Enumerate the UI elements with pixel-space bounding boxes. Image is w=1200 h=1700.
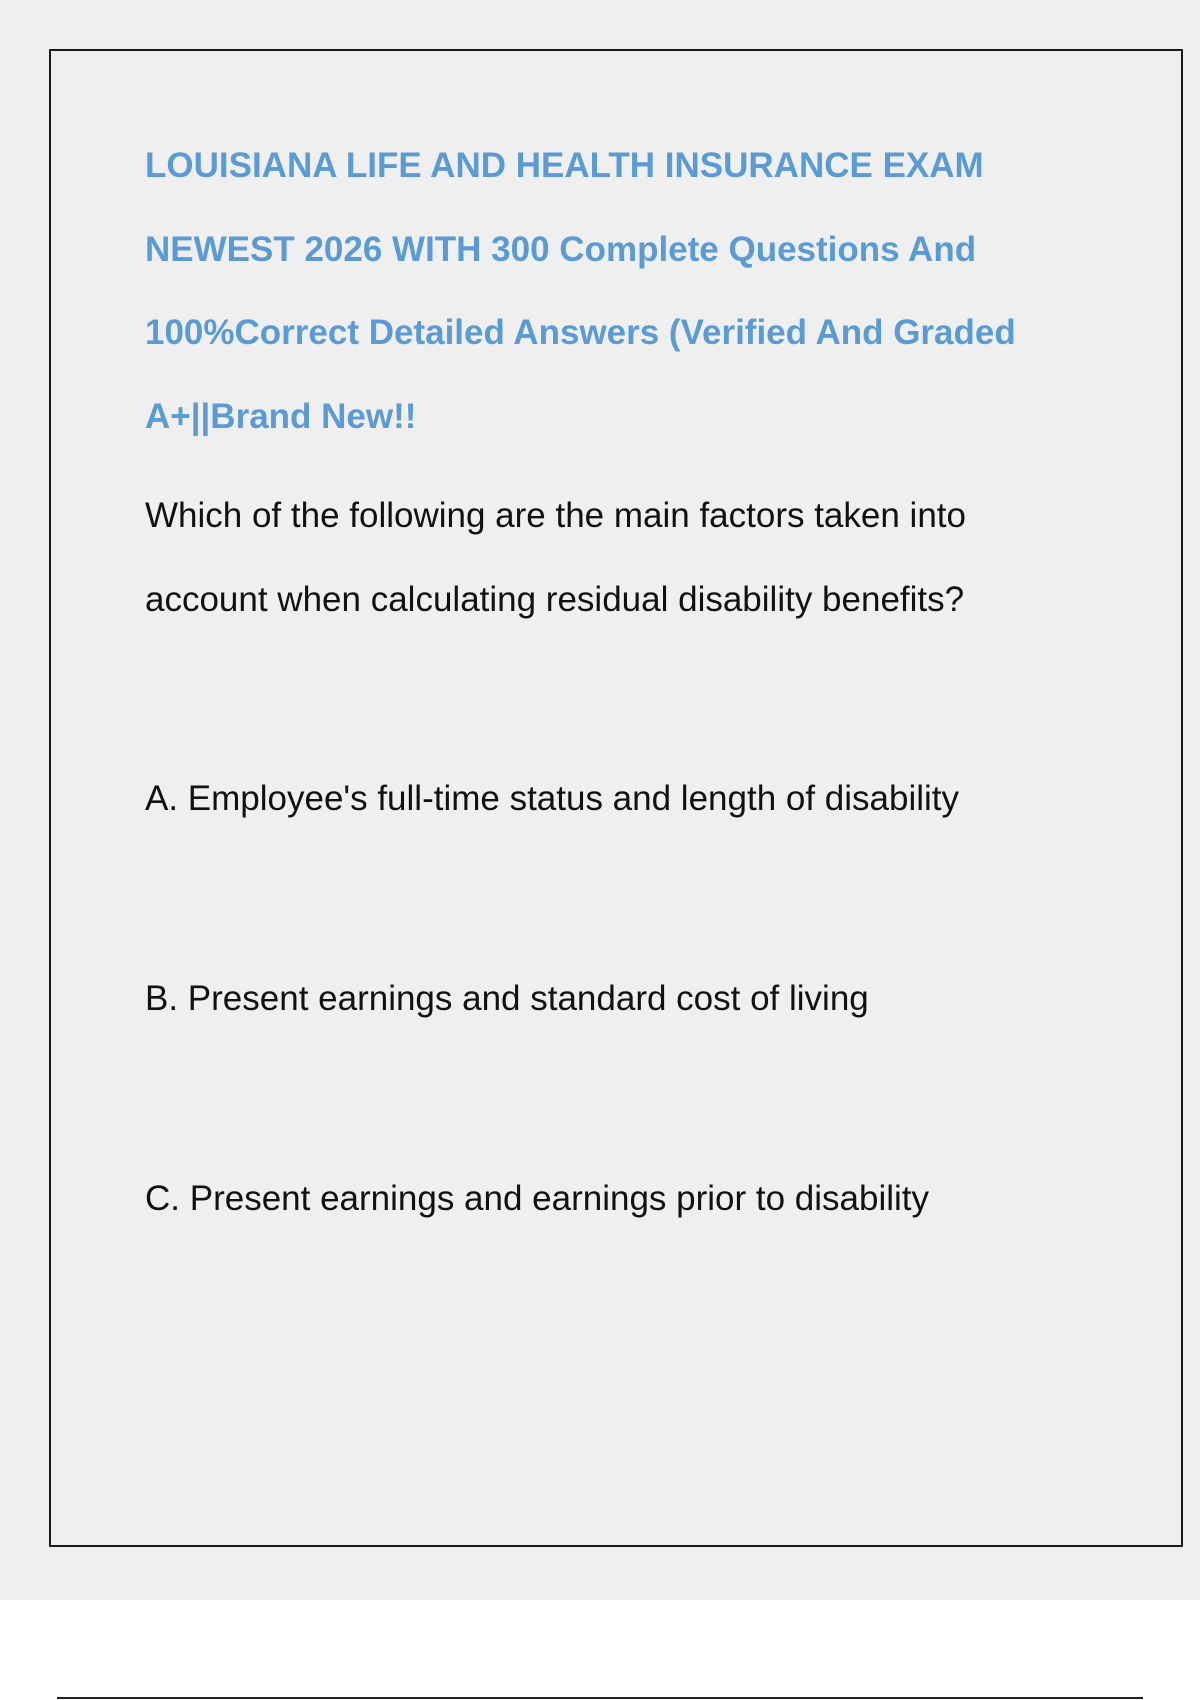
answer-option-b: B. Present earnings and standard cost of living (145, 979, 869, 1018)
question-text-line-2: account when calculating residual disability benefits? (145, 580, 965, 619)
document-title-line-4: A+||Brand New!! (145, 397, 417, 436)
footer-divider (57, 1697, 1143, 1699)
document-title-line-3: 100%Correct Detailed Answers (Verified And Graded (145, 313, 1016, 352)
document-title-line-2: NEWEST 2026 WITH 300 Complete Questions And (145, 230, 977, 269)
question-text-line-1: Which of the following are the main factors taken into (145, 496, 966, 535)
answer-option-c: C. Present earnings and earnings prior to disability (145, 1179, 930, 1218)
answer-option-a: A. Employee's full-time status and length of disability (145, 779, 960, 818)
document-title-line-1: LOUISIANA LIFE AND HEALTH INSURANCE EXAM (145, 146, 984, 185)
